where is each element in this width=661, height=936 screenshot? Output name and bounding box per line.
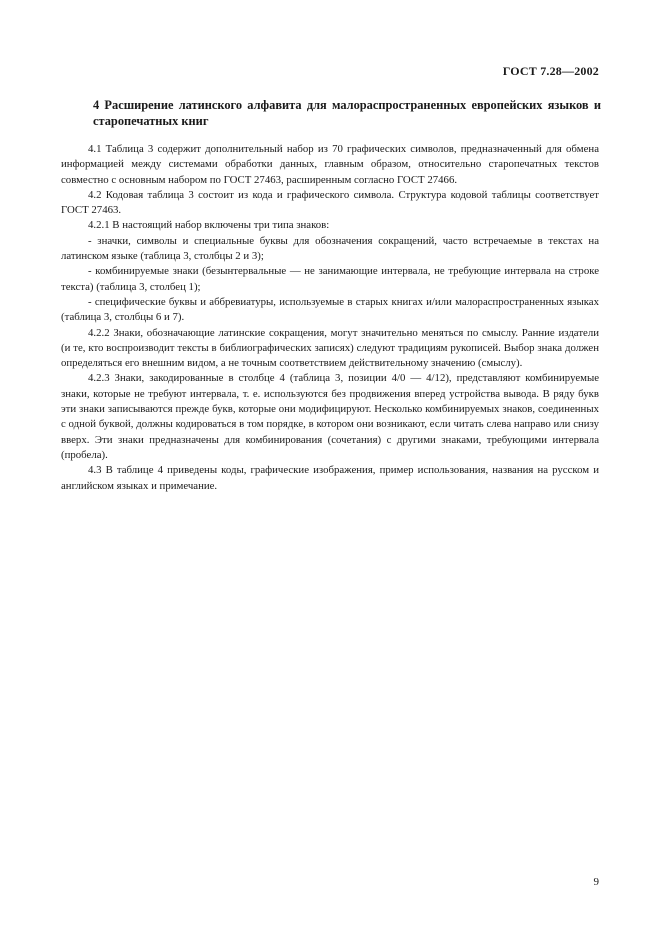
paragraph: 4.2 Кодовая таблица 3 состоит из кода и графического символа. Структура кодовой таблицы соответствует ГОСТ 27463. xyxy=(61,188,599,217)
page-number: 9 xyxy=(593,876,599,888)
paragraph: 4.2.3 Знаки, закодированные в столбце 4 (таблица 3, позиции 4/0 — 4/12), представляют комбинируемые знаки, которые не требуют интервала, т. е. используются без продвижения вперед устройства вывода. В ряду букв эти знаки записываются прежде букв, которые они модифицируют. Несколько комбинируемых знаков, соединенных с одной буквой, должны кодироваться в том порядке, в котором они возникают, если читать слева направо или снизу вверх. Эти знаки предназначены для комбинирования (сочетания) с другими знаками, требующими интервала (пробела). xyxy=(61,372,599,461)
paragraph: 4.1 Таблица 3 содержит дополнительный набор из 70 графических символов, предназначенный для обмена информацией между системами обработки данных, главным образом, относительно старопечатных текстов совместно с основным набором по ГОСТ 27463, расширенным согласно ГОСТ 27466. xyxy=(61,143,599,186)
paragraph: 4.2.2 Знаки, обозначающие латинские сокращения, могут значительно меняться по смыслу. Ранние издатели (и те, кто воспроизводит тексты в библиографических записях) следуют традициям рукописей. Выбор знака должен определяться его внешним видом, а не точным соответствием действительному значению (смыслу). xyxy=(61,326,599,370)
paragraph: 4.2.1 В настоящий набор включены три типа знаков: xyxy=(88,219,330,232)
section-title: 4 Расширение латинского алфавита для малораспространенных европейских языков и старопечатных книг xyxy=(93,98,601,128)
list-item: - комбинируемые знаки (безынтервальные — не занимающие интервала, не требующие интервала на строке текста) (таблица 3, столбец 1); xyxy=(61,265,599,293)
standard-header: ГОСТ 7.28—2002 xyxy=(502,64,599,78)
section-body xyxy=(61,142,599,494)
list-item: - специфические буквы и аббревиатуры, используемые в старых книгах и/или малораспространенных языках (таблица 3, столбцы 6 и 7). xyxy=(61,295,599,324)
paragraph: 4.3 В таблице 4 приведены коды, графические изображения, пример использования, названия на русском и английском языках и примечание. xyxy=(61,464,599,492)
list-item: - значки, символы и специальные буквы для обозначения сокращений, часто встречаемые в текстах на латинском языке (таблица 3, столбцы 2 и 3); xyxy=(61,234,599,263)
